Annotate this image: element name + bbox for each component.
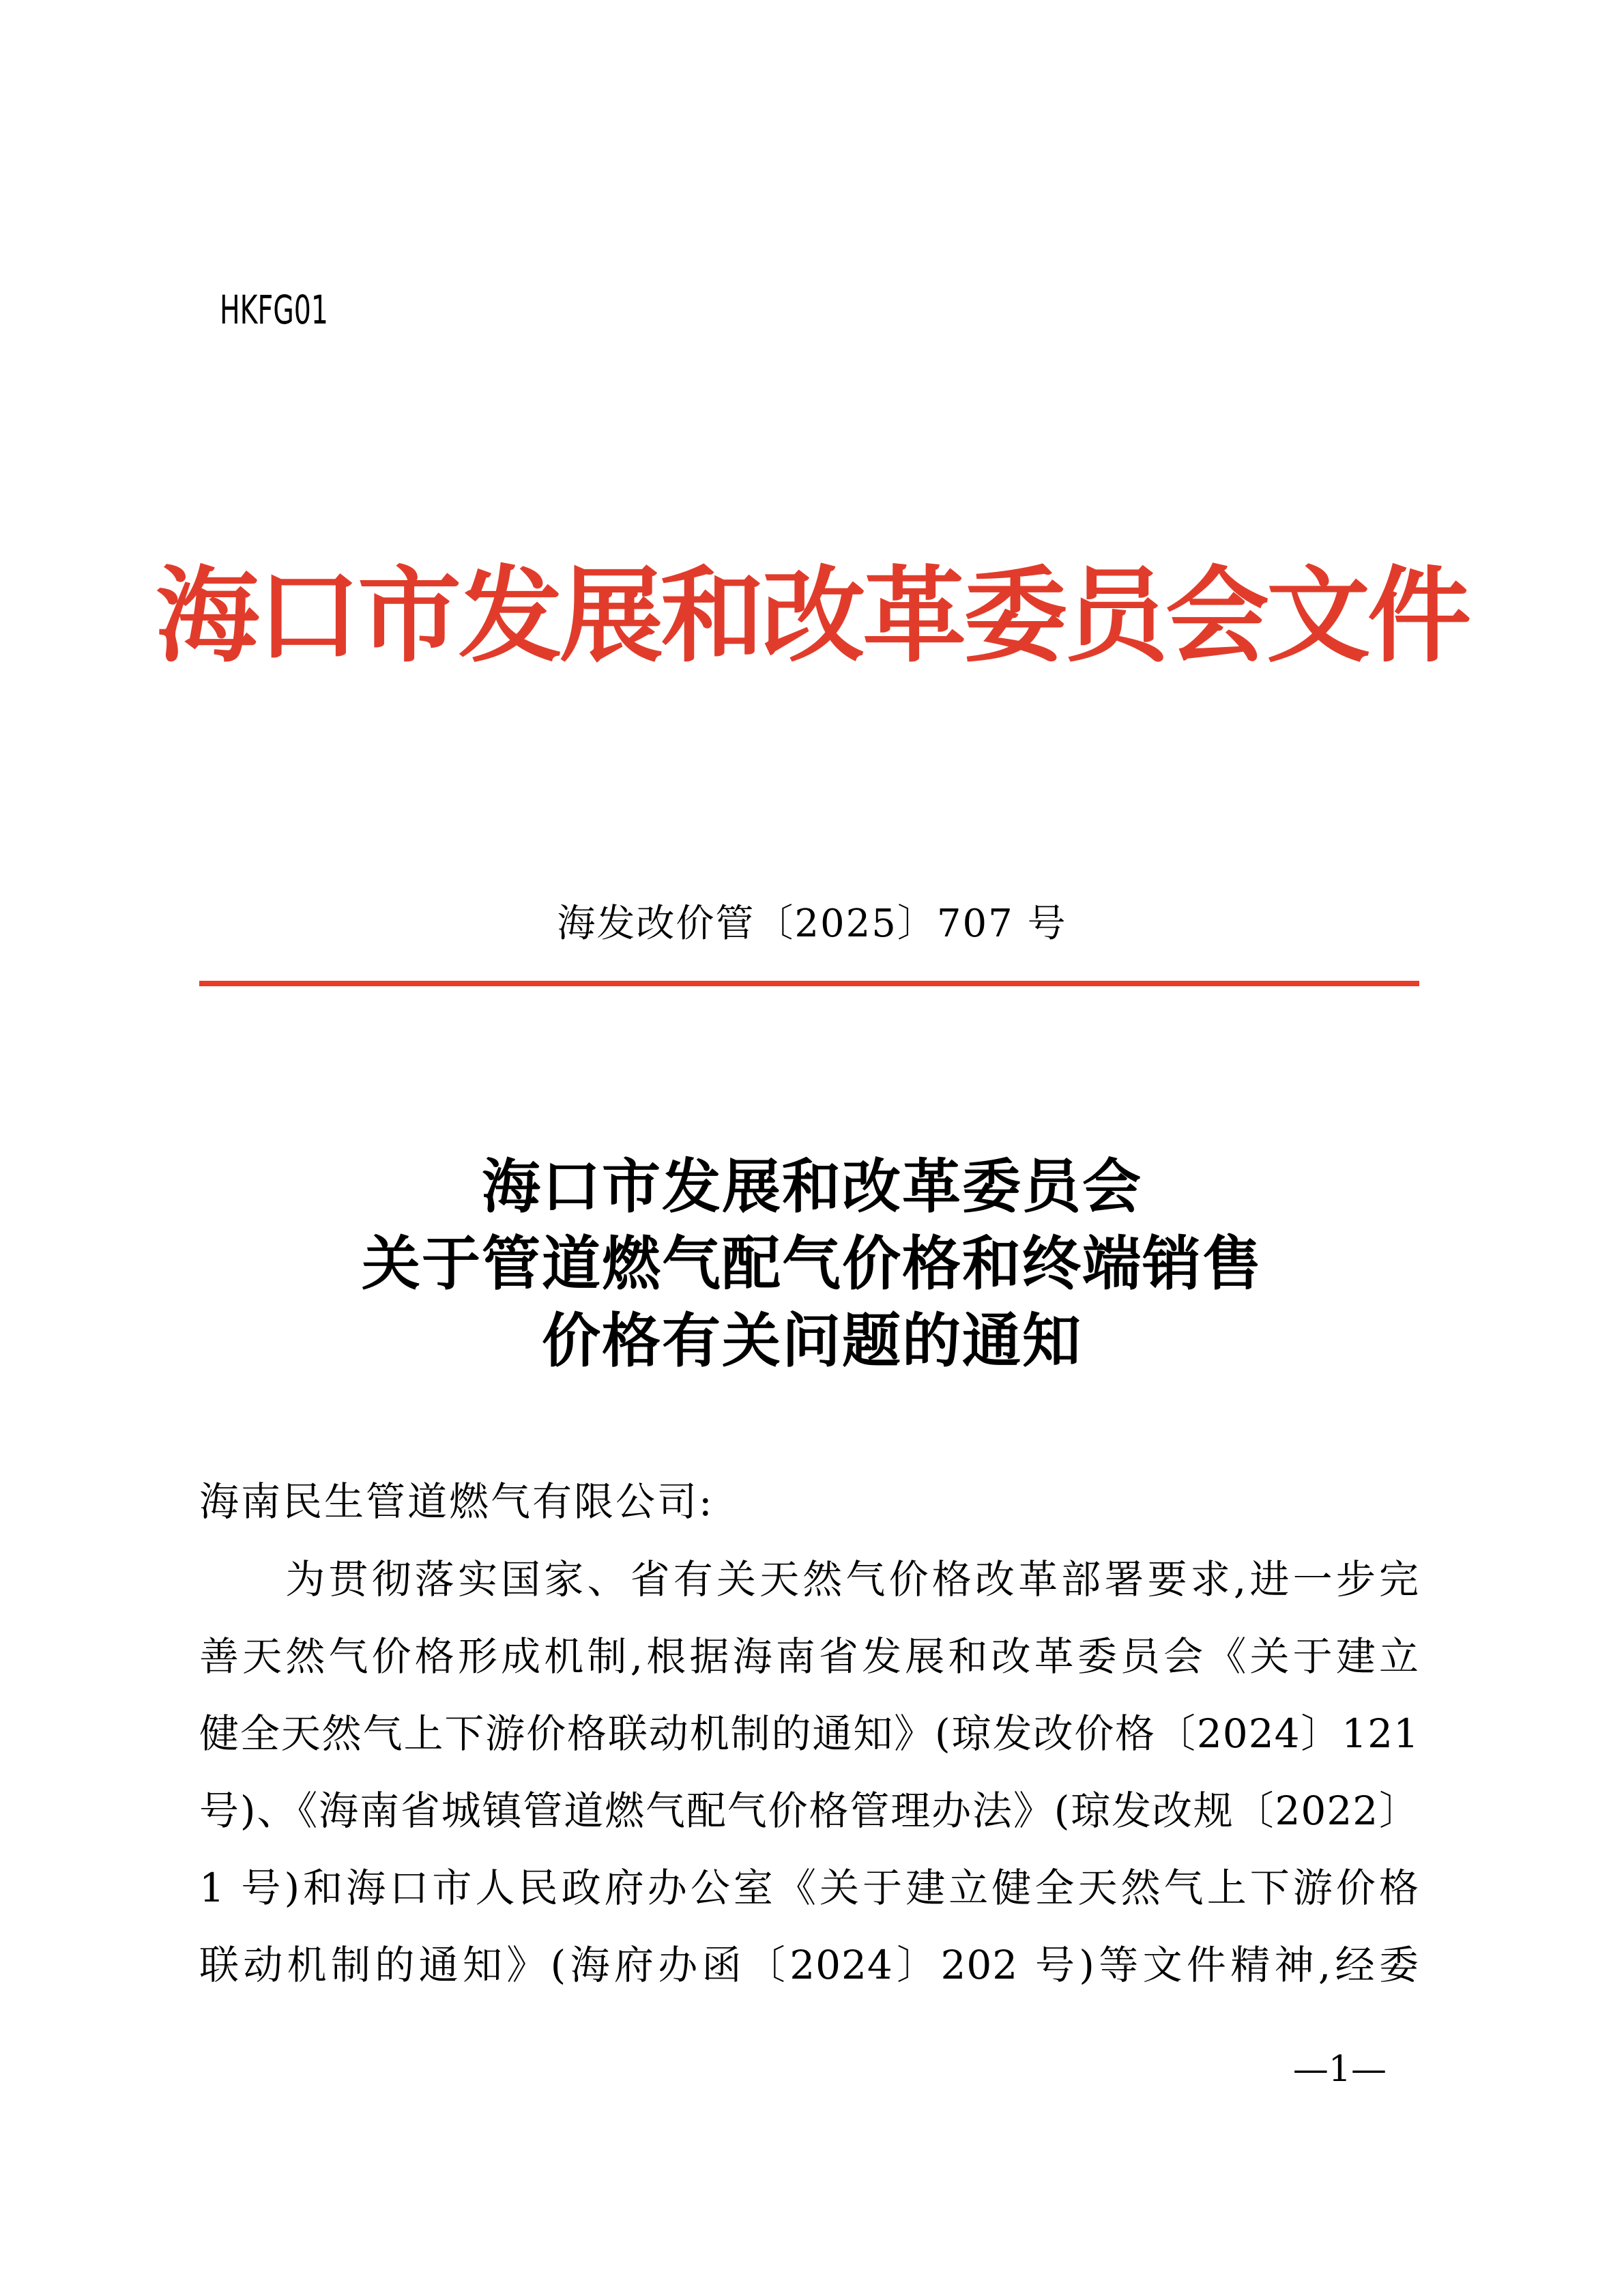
red-header-rule xyxy=(199,981,1419,986)
body-paragraph xyxy=(199,1541,1419,2004)
red-header-title: 海口市发展和改革委员会文件 xyxy=(156,554,1468,676)
doc-title xyxy=(0,1148,1624,1379)
page-number: —1— xyxy=(1292,2049,1387,2090)
recipient-line: 海南民生管道燃气有限公司: xyxy=(199,1478,714,1525)
body-line: 号)、《海南省城镇管道燃气配气价格管理办法》(琼发改规〔2022〕 xyxy=(199,1788,1419,1834)
body-line: 1 号)和海口市人民政府办公室《关于建立健全天然气上下游价格 xyxy=(199,1865,1419,1911)
body-line: 善天然气价格形成机制,根据海南省发展和改革委员会《关于建立 xyxy=(199,1633,1419,1680)
agency-code: HKFG01 xyxy=(220,287,328,333)
doc-title-line: 价格有关问题的通知 xyxy=(542,1306,1082,1375)
body-line: 联动机制的通知》(海府办函〔2024〕202 号)等文件精神,经委 xyxy=(199,1942,1419,1988)
doc-title-line: 关于管道燃气配气价格和终端销售 xyxy=(362,1229,1262,1298)
body-line: 为贯彻落实国家、省有关天然气价格改革部署要求,进一步完 xyxy=(199,1556,1419,1603)
doc-number: 海发改价管〔2025〕707 号 xyxy=(557,902,1067,946)
doc-title-line: 海口市发展和改革委员会 xyxy=(482,1152,1142,1221)
body-line: 健全天然气上下游价格联动机制的通知》(琼发改价格〔2024〕121 xyxy=(199,1710,1419,1757)
